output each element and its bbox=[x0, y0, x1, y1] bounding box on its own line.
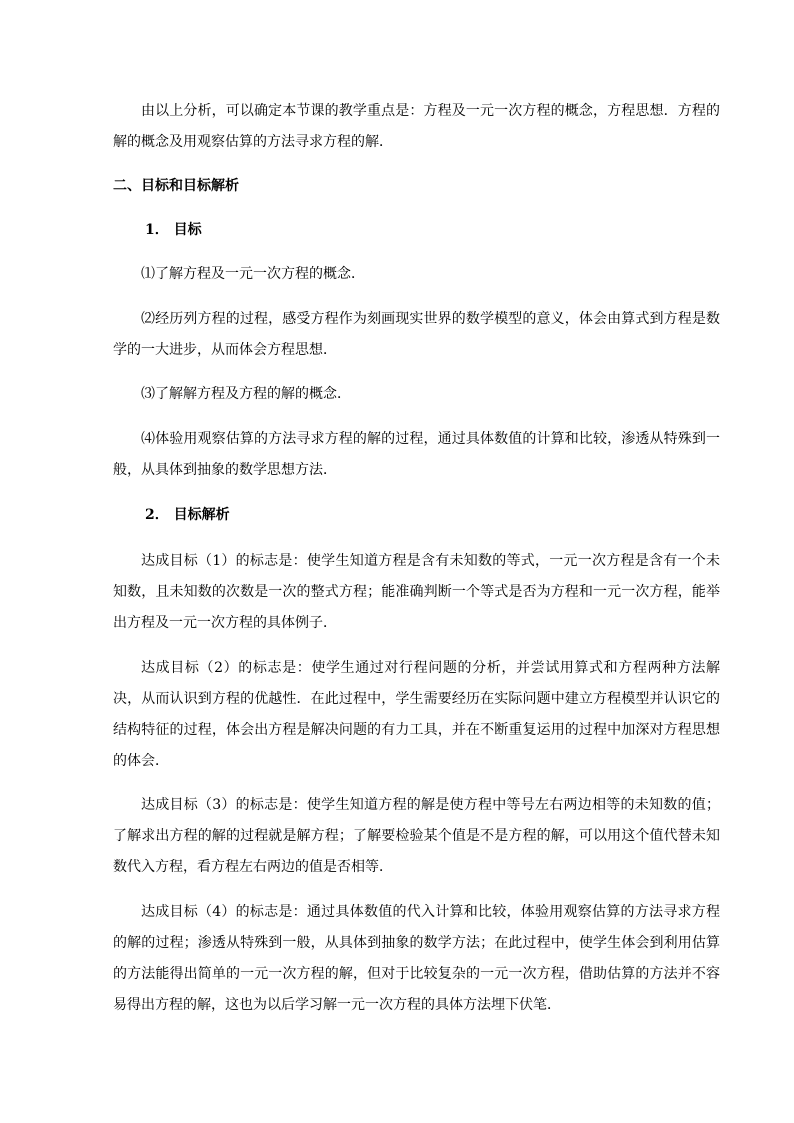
intro-paragraph: 由以上分析，可以确定本节课的教学重点是：方程及一元一次方程的概念，方程思想．方程的解的概念及用观察估算的方法寻求方程的解． bbox=[113, 103, 720, 150]
goal-item-3: ⑶了解解方程及方程的解的概念． bbox=[141, 386, 351, 402]
goals-heading: 1． 目标 bbox=[145, 222, 202, 238]
analysis-item-2: 达成目标（2）的标志是：使学生通过对行程问题的分析，并尝试用算式和方程两种方法解决，从而认识到方程的优越性．在此过程中，学生需要经历在实际问题中建立方程模型并认识它的结构特征的过程，体会出方程是解决问题的有力工具，并在不断重复运用的过程中加深对方程思想的体会． bbox=[113, 660, 720, 769]
analysis-heading: 2． 目标解析 bbox=[145, 507, 230, 523]
goal-item-2: ⑵经历列方程的过程，感受方程作为刻画现实世界的数学模型的意义，体会由算式到方程是数学的一大进步，从而体会方程思想． bbox=[113, 311, 720, 358]
goal-item-4: ⑷体验用观察估算的方法寻求方程的解的过程，通过具体数值的计算和比较，渗透从特殊到一般，从具体到抽象的数学思想方法． bbox=[113, 431, 720, 478]
section-heading: 二、目标和目标解析 bbox=[113, 178, 239, 194]
goal-item-1: ⑴了解方程及一元一次方程的概念． bbox=[141, 266, 365, 282]
analysis-item-4: 达成目标（4）的标志是：通过具体数值的代入计算和比较，体验用观察估算的方法寻求方程的解的过程；渗透从特殊到一般，从具体到抽象的数学方法；在此过程中，使学生体会到利用估算的方法能得出简单的一元一次方程的解，但对于比较复杂的一元一次方程，借助估算的方法并不容易得出方程的解，这也为以后学习解一元一次方程的具体方法埋下伏笔． bbox=[113, 904, 720, 1013]
analysis-item-1: 达成目标（1）的标志是：使学生知道方程是含有未知数的等式，一元一次方程是含有一个未知数，且未知数的次数是一次的整式方程；能准确判断一个等式是否为方程和一元一次方程，能举出方程及一元一次方程的具体例子． bbox=[113, 553, 720, 631]
analysis-item-3: 达成目标（3）的标志是：使学生知道方程的解是使方程中等号左右两边相等的未知数的值；了解求出方程的解的过程就是解方程；了解要检验某个值是不是方程的解，可以用这个值代替未知数代入方程，看方程左右两边的值是否相等． bbox=[113, 797, 720, 875]
